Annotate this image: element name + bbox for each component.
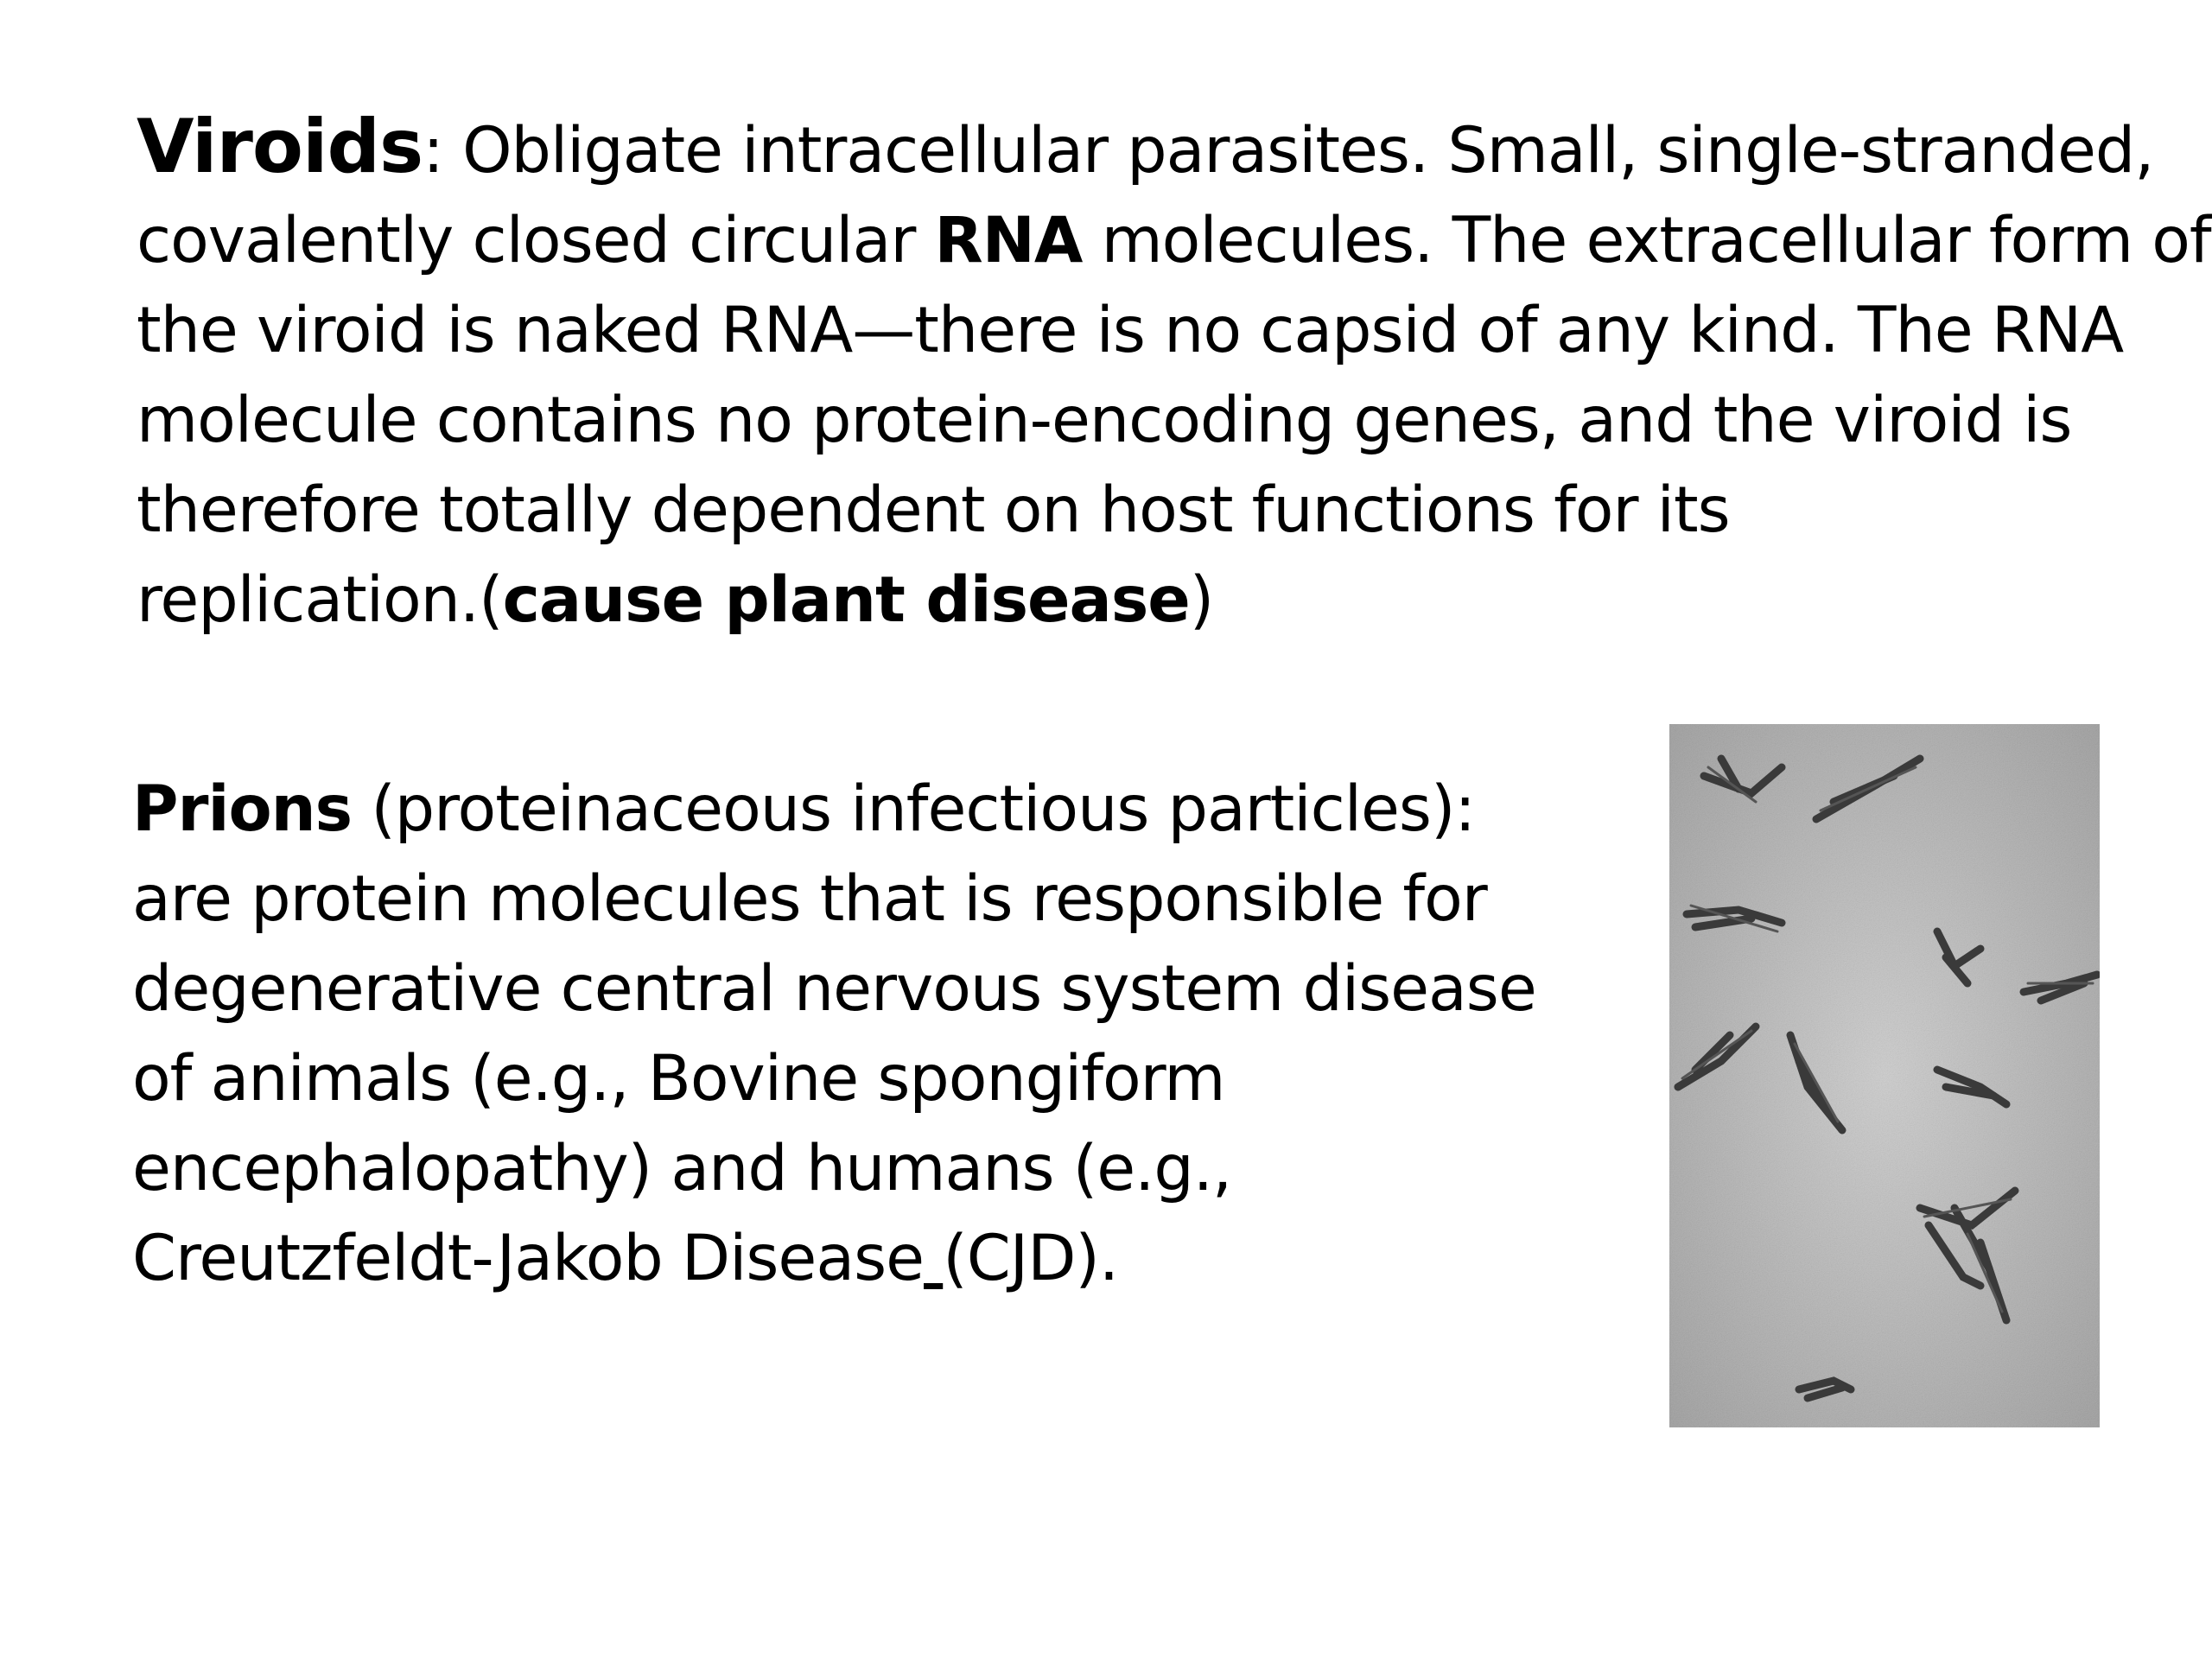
- viroids-line-2: [137, 196, 2211, 286]
- prions-underlined-space: [924, 1222, 943, 1295]
- prions-line-5: encephalopathy) and humans (e.g.,: [132, 1132, 1232, 1205]
- viroids-paragraph: [137, 102, 2211, 645]
- plant-disease-term: cause plant disease: [502, 563, 1190, 637]
- prions-line-6: [132, 1214, 1549, 1304]
- viroids-line-1: [137, 102, 2193, 196]
- prion-fibril-micrograph-icon: [1669, 724, 2100, 1427]
- prions-text-6c: (CJD).: [943, 1222, 1119, 1295]
- viroids-line-6: [137, 556, 2193, 645]
- prions-text-1: (proteinaceous infectious particles):: [352, 772, 1476, 846]
- viroids-text-6a: replication.(: [137, 563, 503, 637]
- prions-paragraph: [132, 765, 1549, 1304]
- prions-term: Prions: [132, 772, 353, 846]
- prions-text-6a: Creutzfeldt-Jakob Disease: [132, 1222, 925, 1295]
- viroids-colon: :: [423, 114, 463, 188]
- viroids-term: Viroids: [137, 104, 423, 190]
- viroids-text-2c: molecules. The extracellular form of: [1082, 204, 2211, 277]
- prions-line-2: are protein molecules that is responsible for: [132, 862, 1487, 936]
- viroids-line-4: molecule contains no protein-encoding genes, and the viroid is: [137, 384, 2072, 457]
- viroids-text-6c: ): [1189, 563, 1214, 637]
- viroids-line-3: the viroid is naked RNA—there is no capsid of any kind. The RNA: [137, 294, 2124, 367]
- viroids-text-1: Obligate intracellular parasites. Small, single-stranded,: [462, 114, 2154, 188]
- viroids-line-5: therefore totally dependent on host functions for its: [137, 474, 1730, 547]
- rna-term: RNA: [934, 204, 1083, 277]
- prions-line-4: of animals (e.g., Bovine spongiform: [132, 1042, 1225, 1116]
- prions-line-1: [132, 765, 1549, 855]
- prions-line-3: degenerative central nervous system disease: [132, 952, 1536, 1026]
- viroids-text-2a: covalently closed circular: [137, 204, 935, 277]
